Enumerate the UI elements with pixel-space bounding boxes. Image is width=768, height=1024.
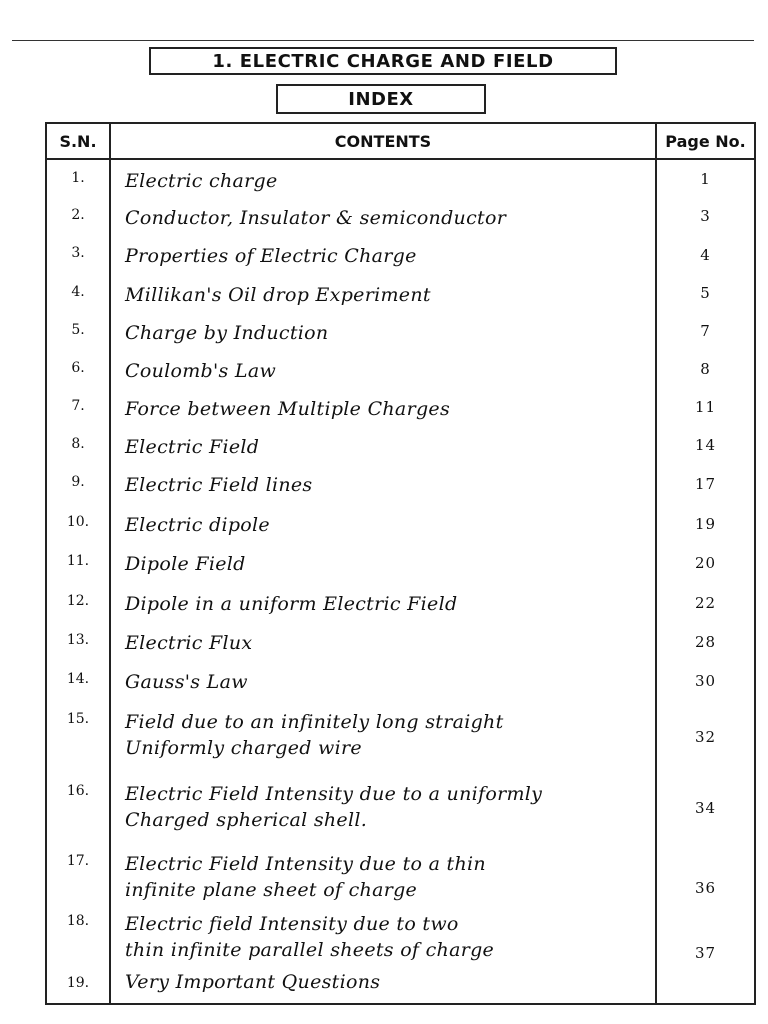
table-row xyxy=(46,843,755,903)
row-number: 6. xyxy=(46,350,110,388)
contents-table xyxy=(45,122,756,1005)
row-page-number: 17 xyxy=(656,464,755,504)
row-topic-line-1: Electric Field Intensity due to a thin xyxy=(125,853,486,875)
table-row xyxy=(46,388,755,426)
row-page-number: 37 xyxy=(656,903,755,1004)
table-row xyxy=(46,965,755,1004)
table-row xyxy=(46,426,755,464)
row-page-number: 19 xyxy=(656,504,755,543)
row-number: 13. xyxy=(46,622,110,661)
row-topic: Very Important Questions xyxy=(110,965,656,1004)
index-heading: INDEX xyxy=(276,84,486,114)
row-number: 5. xyxy=(46,312,110,350)
table-row xyxy=(46,583,755,622)
table-row xyxy=(46,504,755,543)
row-number: 9. xyxy=(46,464,110,504)
table-row xyxy=(46,464,755,504)
row-number: 16. xyxy=(46,773,110,843)
row-topic: Properties of Electric Charge xyxy=(110,235,656,274)
table-row xyxy=(46,701,755,773)
table-row xyxy=(46,312,755,350)
row-page-number: 3 xyxy=(656,197,755,235)
table-row xyxy=(46,773,755,843)
row-page-number: 36 xyxy=(656,843,755,903)
row-number: 18. xyxy=(46,903,110,965)
row-topic: Dipole Field xyxy=(110,543,656,583)
row-topic-line-2: Charged spherical shell. xyxy=(125,809,368,831)
row-number: 3. xyxy=(46,235,110,274)
row-topic: Charge by Induction xyxy=(110,312,656,350)
row-number: 14. xyxy=(46,661,110,701)
column-header-contents: CONTENTS xyxy=(110,123,656,159)
row-number: 8. xyxy=(46,426,110,464)
table-row xyxy=(46,197,755,235)
row-number: 7. xyxy=(46,388,110,426)
row-topic: Electric charge xyxy=(110,159,656,197)
table-row xyxy=(46,903,755,965)
column-header-sn: S.N. xyxy=(46,123,110,159)
row-topic: Conductor, Insulator & semiconductor xyxy=(110,197,656,235)
row-topic: Electric dipole xyxy=(110,504,656,543)
row-number: 15. xyxy=(46,701,110,773)
row-topic xyxy=(110,843,656,903)
row-page-number: 20 xyxy=(656,543,755,583)
row-topic xyxy=(110,773,656,843)
row-topic xyxy=(110,701,656,773)
row-number: 12. xyxy=(46,583,110,622)
row-page-number: 30 xyxy=(656,661,755,701)
row-topic: Electric Field lines xyxy=(110,464,656,504)
row-number: 19. xyxy=(46,965,110,1004)
chapter-title: 1. ELECTRIC CHARGE AND FIELD xyxy=(149,47,617,75)
row-number: 4. xyxy=(46,274,110,312)
row-page-number: 5 xyxy=(656,274,755,312)
row-topic: Force between Multiple Charges xyxy=(110,388,656,426)
row-topic: Millikan's Oil drop Experiment xyxy=(110,274,656,312)
row-page-number: 34 xyxy=(656,773,755,843)
row-number: 10. xyxy=(46,504,110,543)
row-topic-line-1: Field due to an infinitely long straight xyxy=(125,711,504,733)
row-number: 11. xyxy=(46,543,110,583)
row-topic xyxy=(110,903,656,965)
column-header-page: Page No. xyxy=(656,123,755,159)
row-number: 17. xyxy=(46,843,110,903)
row-topic: Dipole in a uniform Electric Field xyxy=(110,583,656,622)
row-page-number: 14 xyxy=(656,426,755,464)
row-page-number: 1 xyxy=(656,159,755,197)
row-page-number: 22 xyxy=(656,583,755,622)
row-page-number: 11 xyxy=(656,388,755,426)
top-divider-line xyxy=(12,40,754,41)
row-page-number: 28 xyxy=(656,622,755,661)
row-topic: Coulomb's Law xyxy=(110,350,656,388)
row-number: 2. xyxy=(46,197,110,235)
table-header-row xyxy=(46,123,755,159)
table-row xyxy=(46,274,755,312)
table-row xyxy=(46,235,755,274)
row-topic-line-2: infinite plane sheet of charge xyxy=(125,879,418,901)
row-page-number: 8 xyxy=(656,350,755,388)
table-row xyxy=(46,661,755,701)
table-row xyxy=(46,350,755,388)
table-row xyxy=(46,543,755,583)
row-topic-line-2: thin infinite parallel sheets of charge xyxy=(125,939,495,961)
row-topic: Electric Field xyxy=(110,426,656,464)
row-page-number: 4 xyxy=(656,235,755,274)
table-row xyxy=(46,159,755,197)
row-number: 1. xyxy=(46,159,110,197)
row-topic: Gauss's Law xyxy=(110,661,656,701)
row-topic: Electric Flux xyxy=(110,622,656,661)
row-page-number: 7 xyxy=(656,312,755,350)
row-topic-line-1: Electric field Intensity due to two xyxy=(125,913,459,935)
row-topic-line-2: Uniformly charged wire xyxy=(125,737,362,759)
row-topic-line-1: Electric Field Intensity due to a uniformly xyxy=(125,783,543,805)
row-page-number: 32 xyxy=(656,701,755,773)
table-row xyxy=(46,622,755,661)
